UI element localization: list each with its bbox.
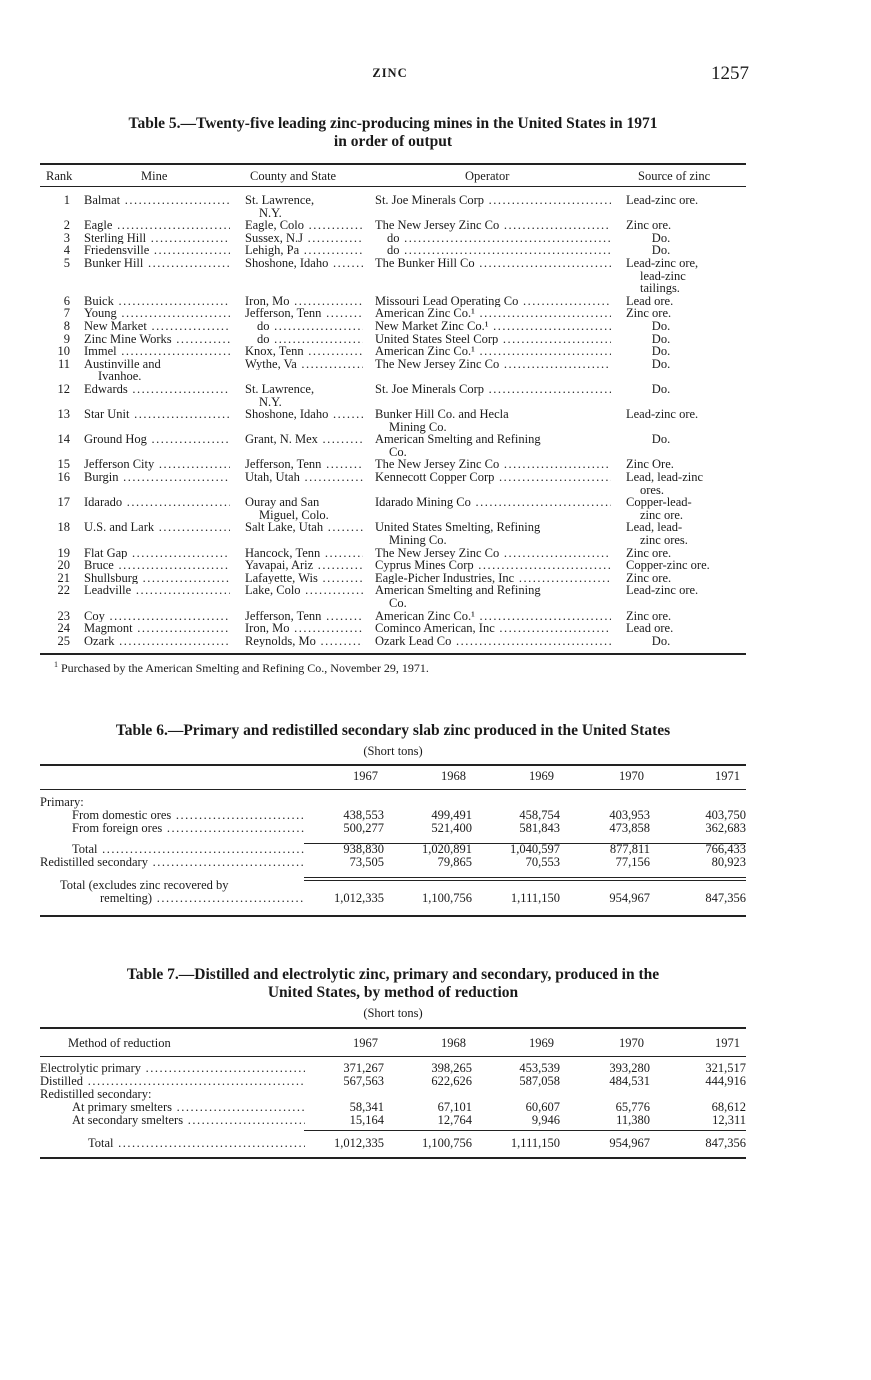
rank-cell: 8 [63, 318, 70, 333]
cell-value: 581,843 [519, 821, 560, 835]
operator-cell: The Bunker Hill Co ..... [375, 257, 611, 270]
cell-value: 766,433 [705, 842, 746, 856]
county-cell: do ..... [245, 333, 363, 346]
rank-cell: 6 [63, 293, 70, 308]
mine-cell: Sterling Hill ..... [84, 232, 230, 245]
rank-cell: 16 [57, 470, 70, 485]
mine-cell: Jefferson City ..... [84, 458, 230, 471]
county-cell: Lafayette, Wis ..... [245, 572, 363, 585]
cell-value: 9,946 [531, 1113, 560, 1127]
table6-title: Table 6.—Primary and redistilled secondary slab zinc produced in the United States [115, 722, 671, 739]
operator-cell: Cyprus Mines Corp ..... [375, 559, 611, 572]
mine-cell: Bruce ..... [84, 559, 230, 572]
cell-value: 587,058 [519, 1074, 560, 1088]
source-cell: Do. [651, 432, 671, 447]
cell-value: 473,858 [609, 821, 650, 835]
rank-cell: 18 [57, 520, 70, 535]
rank-cell: 4 [63, 243, 70, 258]
cell-value: 58,341 [349, 1100, 384, 1114]
operator-cell: St. Joe Minerals Corp ..... [375, 383, 611, 396]
source-cell: Do. [651, 344, 671, 359]
table6-top-rule [40, 764, 746, 766]
cell-value: 15,164 [349, 1113, 384, 1127]
cell-value: 403,953 [609, 808, 650, 822]
rank-cell: 19 [57, 545, 70, 560]
operator-cell: American Smelting and Refining Co. [375, 583, 541, 611]
row-label: At secondary smelters ..... [40, 1114, 305, 1127]
table7-subtitle: (Short tons) [363, 1006, 423, 1020]
operator-cell: Kennecott Copper Corp ..... [375, 471, 611, 484]
cell-value: 362,683 [705, 821, 746, 835]
cell-value: 1,040,597 [510, 842, 560, 856]
source-cell: Zinc ore. [626, 545, 672, 560]
mine-cell: U.S. and Lark ..... [84, 521, 230, 534]
operator-cell: St. Joe Minerals Corp ..... [375, 194, 611, 207]
cell-value: 70,553 [525, 855, 560, 869]
page-header [0, 63, 871, 85]
rank-cell: 23 [57, 608, 70, 623]
county-cell: Jefferson, Tenn ..... [245, 610, 363, 623]
rank-cell: 20 [57, 558, 70, 573]
cell-value: 371,267 [343, 1061, 384, 1075]
table7-year: 1967 [353, 1036, 378, 1050]
rank-cell: 13 [57, 407, 70, 422]
mine-cell: Star Unit ..... [84, 408, 230, 421]
table7-body [40, 1062, 746, 1150]
row-label: From domestic ores ..... [40, 809, 305, 822]
table-row [40, 635, 746, 648]
table-row [40, 471, 746, 496]
mine-cell: New Market ..... [84, 320, 230, 333]
cell-value: 393,280 [609, 1061, 650, 1075]
table-row [40, 333, 746, 346]
source-cell: Do. [651, 356, 671, 371]
mine-cell: Coy ..... [84, 610, 230, 623]
mine-cell: Shullsburg ..... [84, 572, 230, 585]
table-row [40, 232, 746, 245]
col-source: Source of zinc [638, 169, 711, 183]
row-label: From foreign ores ..... [40, 822, 305, 835]
cell-value: 484,531 [609, 1074, 650, 1088]
cell-value: 80,923 [711, 855, 746, 869]
source-cell: Lead ore. [626, 621, 674, 636]
mine-cell: Bunker Hill ..... [84, 257, 230, 270]
county-cell: Ouray and San Miguel, Colo. [245, 495, 329, 522]
table-row [40, 584, 746, 609]
row-label: Redistilled secondary ..... [40, 856, 305, 869]
row-label: Primary: [40, 795, 84, 809]
cell-value: 954,967 [609, 891, 650, 905]
table7-total-rule [304, 1130, 746, 1131]
county-cell: Reynolds, Mo ..... [245, 635, 363, 648]
source-cell: Copper-lead- zinc ore. [626, 495, 692, 522]
source-cell: Zinc Ore. [626, 457, 674, 472]
operator-cell: American Zinc Co.¹ ..... [375, 610, 611, 623]
table5-footnote: $^1$ Purchased by the American Smelting and Refining Co., November 29, 1971. [54, 660, 429, 675]
table-row [40, 358, 746, 383]
cell-value: 1,012,335 [334, 1136, 384, 1150]
cell-value: 877,811 [609, 842, 650, 856]
county-cell: Yavapai, Ariz ..... [245, 559, 363, 572]
row-label: Total (excludes zinc recovered by [60, 878, 229, 892]
table5-header-row [40, 167, 746, 187]
cell-value: 403,750 [705, 808, 746, 822]
cell-value: 567,563 [343, 1074, 384, 1088]
county-cell: St. Lawrence, N.Y. [245, 193, 315, 220]
cell-value: 1,111,150 [510, 891, 560, 905]
mine-cell: Immel ..... [84, 345, 230, 358]
table6-year: 1967 [353, 769, 378, 783]
operator-cell: United States Smelting, Refining Mining Co. [375, 520, 541, 548]
rank-cell: 21 [57, 570, 70, 585]
cell-value: 12,764 [437, 1113, 472, 1127]
cell-value: 1,020,891 [422, 842, 472, 856]
table-row [40, 496, 746, 521]
table5-top-rule [40, 163, 746, 165]
cell-value: 11,380 [616, 1113, 650, 1127]
table-row [40, 856, 746, 869]
county-cell: Shoshone, Idaho ..... [245, 257, 363, 270]
table6-year: 1971 [715, 769, 740, 783]
table5-body [40, 194, 746, 647]
table-row [40, 383, 746, 408]
source-cell: Lead, lead- zinc ores. [626, 520, 688, 548]
row-label: Redistilled secondary: [40, 1087, 152, 1101]
col-method: Method of reduction [68, 1036, 171, 1050]
source-cell: Lead ore. [626, 293, 674, 308]
cell-value: 67,101 [437, 1100, 472, 1114]
source-cell: Do. [651, 243, 671, 258]
table-row [40, 521, 746, 546]
operator-cell: Bunker Hill Co. and Hecla Mining Co. [375, 407, 509, 434]
table7-year: 1970 [619, 1036, 644, 1050]
table7-year: 1968 [441, 1036, 466, 1050]
county-cell: Sussex, N.J ..... [245, 232, 363, 245]
operator-cell: The New Jersey Zinc Co ..... [375, 458, 611, 471]
operator-cell: United States Steel Corp ..... [375, 333, 611, 346]
row-label: Total ..... [40, 843, 305, 856]
cell-value: 12,311 [712, 1113, 746, 1127]
county-cell: Wythe, Va ..... [245, 358, 363, 371]
county-cell: Hancock, Tenn ..... [245, 547, 363, 560]
table6-bottom-rule [40, 915, 746, 917]
mine-cell: Flat Gap ..... [84, 547, 230, 560]
table-row [40, 307, 746, 320]
operator-cell: do ..... [375, 244, 611, 257]
table5-bottom-rule [40, 653, 746, 655]
rank-cell: 11 [57, 356, 70, 371]
row-label: At primary smelters ..... [40, 1101, 305, 1114]
table-row [40, 257, 746, 295]
cell-value: 1,012,335 [334, 891, 384, 905]
cell-value: 847,356 [705, 891, 746, 905]
table7-bottom-rule [40, 1157, 746, 1159]
table-row [40, 1137, 746, 1150]
source-cell: Zinc ore. [626, 570, 672, 585]
row-label: remelting) ..... [40, 892, 305, 905]
table-row [40, 892, 746, 905]
cell-value: 500,277 [343, 821, 384, 835]
county-cell: Lehigh, Pa ..... [245, 244, 363, 257]
row-label: Electrolytic primary ..... [40, 1062, 305, 1075]
county-cell: Shoshone, Idaho ..... [245, 408, 363, 421]
table7-year: 1971 [715, 1036, 740, 1050]
source-cell: Copper-zinc ore. [626, 558, 710, 573]
rank-cell: 1 [63, 193, 70, 207]
table6-header-row [40, 767, 746, 787]
row-label: Total ..... [40, 1137, 305, 1150]
operator-cell: American Smelting and Refining Co. [375, 432, 541, 459]
mine-cell: Burgin ..... [84, 471, 230, 484]
cell-value: 73,505 [349, 855, 384, 869]
cell-value: 60,607 [525, 1100, 560, 1114]
source-cell: Zinc ore. [626, 306, 672, 321]
source-cell: Lead, lead-zinc ores. [626, 470, 704, 497]
cell-value: 521,400 [431, 821, 472, 835]
cell-value: 622,626 [431, 1074, 472, 1088]
rank-cell: 5 [63, 255, 70, 270]
table-row [40, 408, 746, 433]
mine-cell: Austinville and Ivanhoe. [84, 356, 161, 384]
source-cell: Do. [651, 331, 671, 346]
table6-year: 1969 [529, 769, 554, 783]
operator-cell: Missouri Lead Operating Co ..... [375, 295, 611, 308]
col-operator: Operator [465, 169, 510, 183]
rank-cell: 7 [63, 306, 70, 321]
table-row [40, 559, 746, 572]
cell-value: 458,754 [519, 808, 560, 822]
cell-value: 438,553 [343, 808, 384, 822]
mine-cell: Leadville ..... [84, 584, 230, 597]
source-cell: Do. [651, 381, 671, 396]
table-row [40, 622, 746, 635]
table-row [40, 433, 746, 458]
cell-value: 1,111,150 [510, 1136, 560, 1150]
table6-header-rule [40, 789, 746, 790]
source-cell: Do. [651, 230, 671, 245]
col-mine: Mine [141, 169, 168, 183]
cell-value: 77,156 [615, 855, 650, 869]
county-cell: Grant, N. Mex ..... [245, 433, 363, 446]
operator-cell: Cominco American, Inc ..... [375, 622, 611, 635]
table7-year: 1969 [529, 1036, 554, 1050]
table7-top-rule [40, 1027, 746, 1029]
table-row [40, 1114, 746, 1127]
table7-title: Table 7.—Distilled and electrolytic zinc, primary and secondary, produced in the United States, by method of reduction [126, 966, 660, 1001]
source-cell: Zinc ore. [626, 218, 672, 233]
table-row [40, 194, 746, 219]
mine-cell: Eagle ..... [84, 219, 230, 232]
table6-year: 1970 [619, 769, 644, 783]
table6-subtitle: (Short tons) [363, 744, 423, 758]
table-row [40, 219, 746, 232]
table-row [40, 822, 746, 835]
mine-cell: Friedensville ..... [84, 244, 230, 257]
table7-header-row [40, 1034, 746, 1054]
section-title: ZINC [372, 66, 408, 80]
county-cell: Iron, Mo ..... [245, 295, 363, 308]
county-cell: Jefferson, Tenn ..... [245, 307, 363, 320]
rank-cell: 22 [57, 583, 70, 598]
source-cell: Lead-zinc ore. [626, 193, 699, 207]
county-cell: Lake, Colo ..... [245, 584, 363, 597]
rank-cell: 2 [63, 218, 70, 233]
operator-cell: Idarado Mining Co ..... [375, 496, 611, 509]
county-cell: Utah, Utah ..... [245, 471, 363, 484]
rank-cell: 9 [63, 331, 70, 346]
table5-title: Table 5.—Twenty-five leading zinc-producing mines in the United States in 1971 in order of output [128, 115, 658, 150]
rank-cell: 15 [57, 457, 70, 472]
cell-value: 938,830 [343, 842, 384, 856]
rank-cell: 24 [57, 621, 70, 636]
county-cell: Knox, Tenn ..... [245, 345, 363, 358]
county-cell: Eagle, Colo ..... [245, 219, 363, 232]
operator-cell: American Zinc Co.¹ ..... [375, 345, 611, 358]
operator-cell: New Market Zinc Co.¹ ..... [375, 320, 611, 333]
cell-value: 847,356 [705, 1136, 746, 1150]
source-cell: Do. [651, 633, 671, 648]
county-cell: St. Lawrence, N.Y. [245, 381, 315, 409]
table7-header-rule [40, 1056, 746, 1057]
source-cell: Lead-zinc ore. [626, 583, 699, 598]
cell-value: 444,916 [705, 1074, 746, 1088]
mine-cell: Buick ..... [84, 295, 230, 308]
table-row [40, 320, 746, 333]
operator-cell: Ozark Lead Co ..... [375, 635, 611, 648]
operator-cell: The New Jersey Zinc Co ..... [375, 547, 611, 560]
mine-cell: Ozark ..... [84, 635, 230, 648]
source-cell: Lead-zinc ore, lead-zinc tailings. [626, 255, 699, 296]
rank-cell: 25 [57, 633, 70, 648]
table6-body [40, 796, 746, 905]
mine-cell: Balmat ..... [84, 194, 230, 207]
table5-header-rule [40, 186, 746, 187]
operator-cell: do ..... [375, 232, 611, 245]
county-cell: do ..... [245, 320, 363, 333]
page-number: 1257 [711, 63, 749, 84]
operator-cell: The New Jersey Zinc Co ..... [375, 358, 611, 371]
cell-value: 65,776 [615, 1100, 650, 1114]
mine-cell: Magmont ..... [84, 622, 230, 635]
source-cell: Lead-zinc ore. [626, 407, 699, 422]
source-cell: Zinc ore. [626, 608, 672, 623]
cell-value: 1,100,756 [422, 1136, 472, 1150]
operator-cell: Eagle-Picher Industries, Inc ..... [375, 572, 611, 585]
mine-cell: Zinc Mine Works ..... [84, 333, 230, 346]
cell-value: 321,517 [705, 1061, 746, 1075]
county-cell: Salt Lake, Utah ..... [245, 521, 363, 534]
table6-year: 1968 [441, 769, 466, 783]
rank-cell: 3 [63, 230, 70, 245]
county-cell: Iron, Mo ..... [245, 622, 363, 635]
rank-cell: 17 [57, 495, 70, 510]
cell-value: 453,539 [519, 1061, 560, 1075]
mine-cell: Young ..... [84, 307, 230, 320]
county-cell: Jefferson, Tenn ..... [245, 458, 363, 471]
rank-cell: 10 [57, 344, 70, 359]
cell-value: 1,100,756 [422, 891, 472, 905]
rank-cell: 14 [57, 432, 70, 447]
cell-value: 499,491 [431, 808, 472, 822]
cell-value: 398,265 [431, 1061, 472, 1075]
source-cell: Do. [651, 318, 671, 333]
table6-total-rule [304, 843, 746, 844]
cell-value: 79,865 [437, 855, 472, 869]
row-label: Distilled ..... [40, 1075, 305, 1088]
operator-cell: American Zinc Co.¹ ..... [375, 307, 611, 320]
rank-cell: 12 [57, 381, 70, 396]
table6-grand-rule [304, 877, 746, 881]
cell-value: 954,967 [609, 1136, 650, 1150]
operator-cell: The New Jersey Zinc Co ..... [375, 219, 611, 232]
mine-cell: Idarado ..... [84, 496, 230, 509]
mine-cell: Ground Hog ..... [84, 433, 230, 446]
mine-cell: Edwards ..... [84, 383, 230, 396]
col-rank: Rank [46, 169, 73, 183]
cell-value: 68,612 [711, 1100, 746, 1114]
col-county-state: County and State [250, 169, 337, 183]
